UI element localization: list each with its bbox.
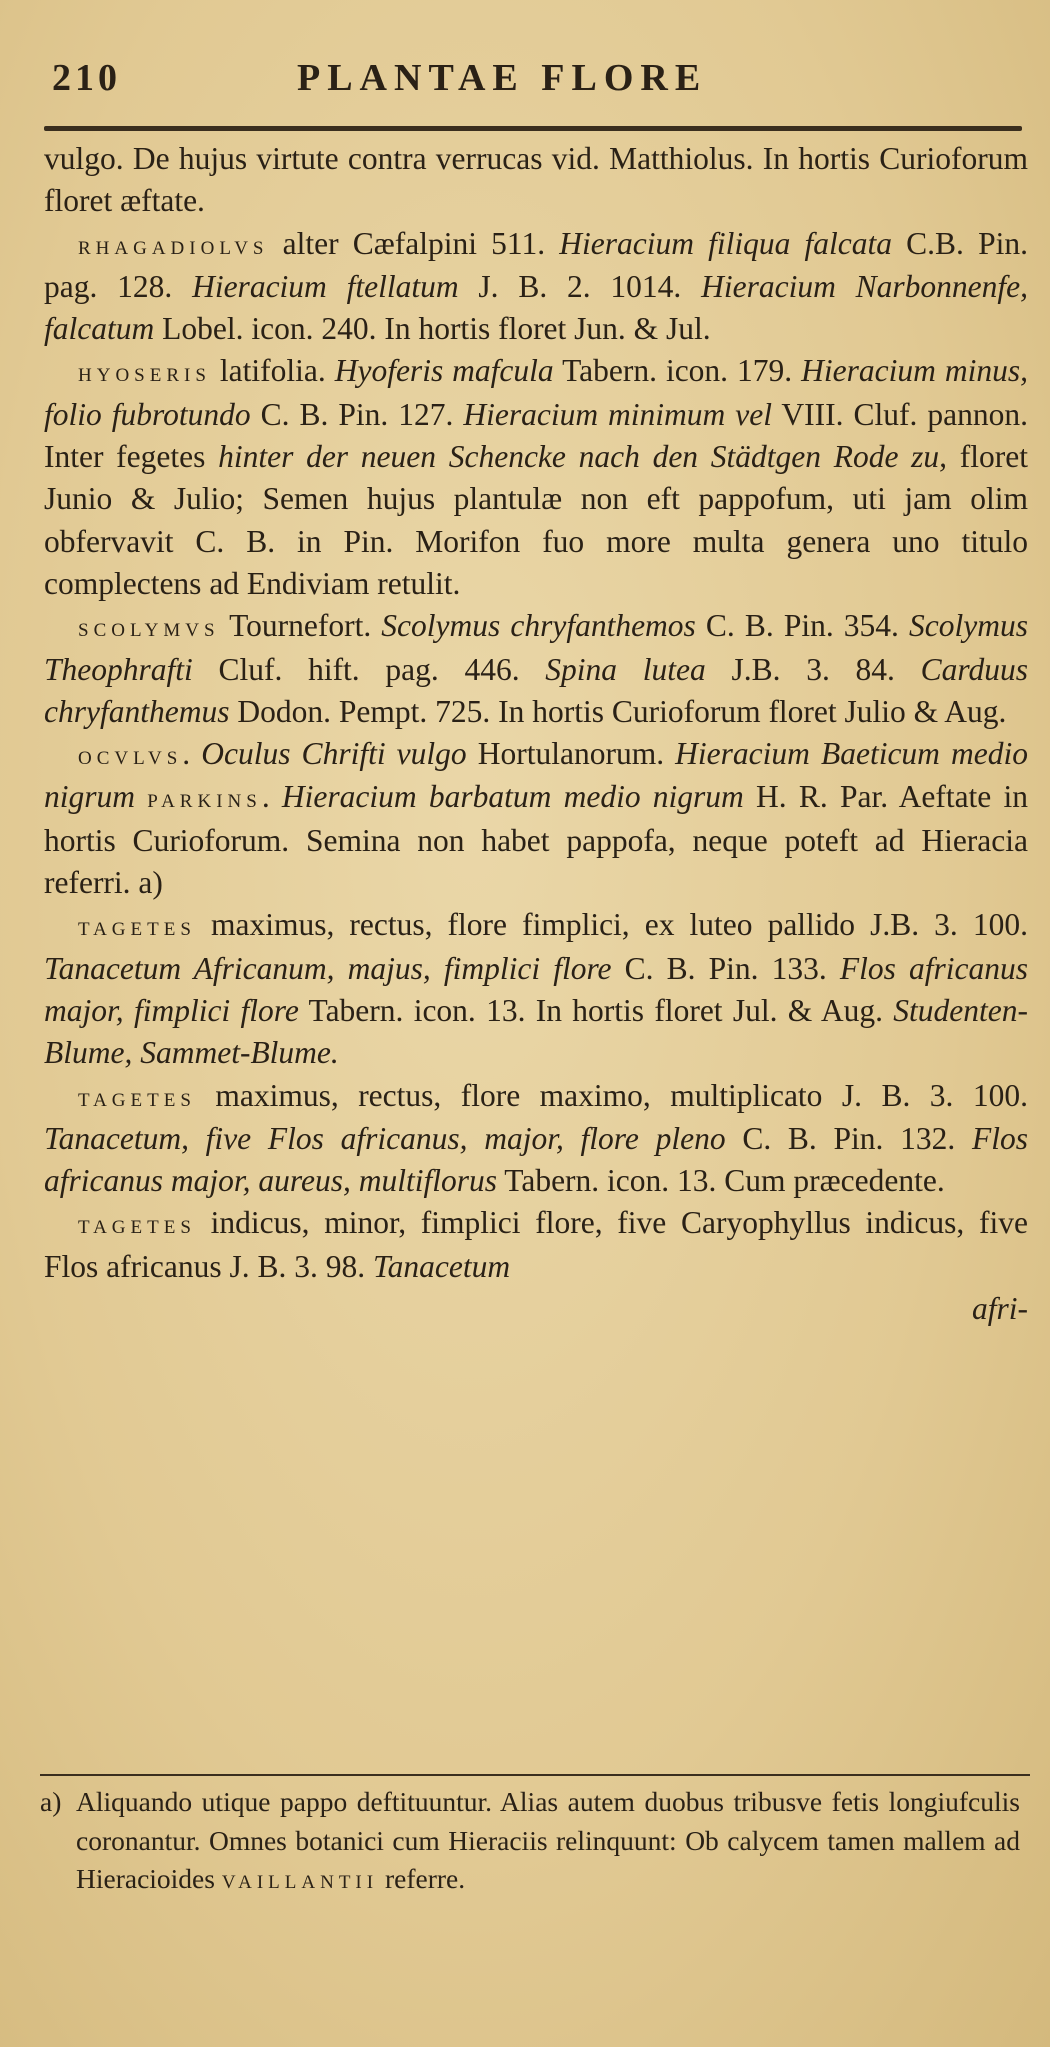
small-caps-run: scolymvs (78, 612, 220, 643)
entry-hyoseris (44, 350, 1028, 605)
italic-run: Scolymus Theophrafti (44, 608, 1028, 687)
small-caps-run: parkins (147, 783, 262, 814)
text-run: VIII. Cluf. pannon. Inter fegetes (44, 396, 1028, 475)
text-run: latifolia. (210, 353, 335, 389)
text-run: . (182, 736, 202, 772)
italic-run: Oculus Chrifti vulgo (201, 736, 467, 772)
text-run: C. B. Pin. 127. (250, 396, 464, 432)
small-caps-run: tagetes (78, 1209, 196, 1240)
small-caps-run: ocvlvs (78, 740, 183, 771)
text-run: J. B. 2. 1014. (458, 268, 702, 304)
header-rule (44, 126, 1022, 131)
small-caps-run: tagetes (78, 911, 196, 942)
footnote-text (76, 1783, 1020, 1899)
text-run: Tabern. icon. 179. (553, 353, 802, 389)
text-run: C. B. Pin. 354. (695, 608, 910, 644)
text-run: Aliquando utique pappo deftituuntur. Alias autem duobus tribusve fetis longiufculis coronantur. Omnes botanici cum Hieraciis relinquunt: Ob calycem tamen mallem ad Hieracioides (76, 1786, 1020, 1894)
entry-tagetes-1 (44, 904, 1028, 1074)
entry-tagetes-2 (44, 1075, 1028, 1203)
italic-run: Carduus chryfanthemus (44, 651, 1028, 729)
italic-run: Flos africanus major, fimplici flore (44, 950, 1029, 1028)
text-run: J.B. 3. 84. (705, 651, 921, 687)
italic-run: Hieracium filiqua falcata (559, 225, 893, 261)
small-caps-run: tagetes (78, 1081, 196, 1112)
text-run: indicus, minor, fimplici flore, five Caryophyllus indicus, five Flos africanus J. B. 3. 98. (44, 1205, 1028, 1284)
small-caps-run: hyoseris (78, 357, 211, 388)
text-run: C. B. Pin. 133. (611, 950, 840, 986)
italic-run: Hieracium minimum vel (463, 396, 773, 432)
entry-oculus (44, 733, 1028, 904)
italic-run: Scolymus chryfanthemos (381, 608, 696, 644)
running-title: PLANTAE FLORE (297, 57, 708, 99)
text-run: C.B. Pin. pag. 128. (44, 225, 1028, 304)
page-number: 210 (52, 57, 121, 99)
text-run: Tabern. icon. 13. Cum præcedente. (497, 1163, 945, 1199)
entry-rhagadiolus (44, 223, 1028, 351)
text-run: maximus, rectus, flore maximo, multiplicato J. B. 3. 100. (195, 1077, 1028, 1113)
catchword: afri- (971, 1291, 1028, 1327)
text-run: . (261, 779, 282, 815)
italic-run: Flos africanus major, aureus, multiflorus (44, 1120, 1029, 1199)
text-run: referre. (378, 1863, 466, 1894)
small-caps-run: vaillantii (221, 1864, 379, 1894)
italic-run: Hyoferis mafcula (334, 353, 554, 389)
text-run: floret Junio & Julio; Semen hujus plantulæ non eft pappofum, uti jam olim obfervavit C. B. in Pin. Morifon fuo more multa genera uno titulo complectens ad Endiviam retulit. (44, 439, 1029, 601)
italic-run: Hieracium minus, folio fubrotundo (44, 353, 1028, 432)
italic-run: Hieracium ftellatum (192, 268, 459, 304)
entry-tagetes-3 (44, 1202, 1028, 1288)
italic-run: Hieracium Narbonnenfe, falcatum (44, 268, 1028, 347)
running-header (52, 52, 1022, 112)
text-run: Lobel. icon. 240. In hortis floret Jun. & Jul. (154, 311, 711, 347)
text-run: alter Cæfalpini 511. (268, 225, 560, 261)
paragraph-continuation (44, 138, 1028, 223)
footnote-mark: a) (40, 1786, 62, 1817)
italic-run: Hieracium Baeticum medio nigrum (44, 736, 1028, 815)
text-run: maximus, rectus, flore fimplici, ex luteo pallido J.B. 3. 100. (195, 907, 1028, 943)
text-run: Hortulanorum. (466, 736, 676, 772)
italic-run: Tanacetum (372, 1248, 511, 1284)
footnote (40, 1783, 1020, 1899)
italic-run: Studenten-Blume, Sammet-Blume. (44, 992, 1028, 1071)
body-text (44, 138, 1028, 1330)
text-run: Tournefort. (219, 608, 382, 644)
text-run: Cluf. hift. pag. 446. (192, 651, 546, 687)
footnote-rule (40, 1774, 1030, 1776)
italic-run: Tanacetum Africanum, majus, fimplici flore (44, 950, 612, 986)
italic-run: Spina lutea (545, 651, 706, 687)
italic-run: Hieracium barbatum medio nigrum (281, 779, 744, 815)
text-run: Dodon. Pempt. 725. In hortis Curioforum floret Julio & Aug. (229, 693, 1007, 729)
text-run: vulgo. De hujus virtute contra verrucas vid. Matthiolus. In hortis Curioforum floret æftate. (44, 141, 1028, 219)
entry-scolymus (44, 605, 1028, 733)
italic-run: hinter der neuen Schencke nach den Städtgen Rode zu, (218, 439, 948, 475)
text-run: C. B. Pin. 132. (725, 1120, 972, 1156)
small-caps-run: rhagadiolvs (78, 229, 269, 260)
text-run: Tabern. icon. 13. In hortis floret Jul. & Aug. (298, 992, 894, 1028)
text-run: H. R. Par. Aeftate in hortis Curioforum. Semina non habet pappofa, neque poteft ad Hieracia referri. a) (44, 779, 1029, 901)
text-run (135, 779, 147, 814)
italic-run: Tanacetum, five Flos africanus, major, flore pleno (44, 1120, 726, 1156)
